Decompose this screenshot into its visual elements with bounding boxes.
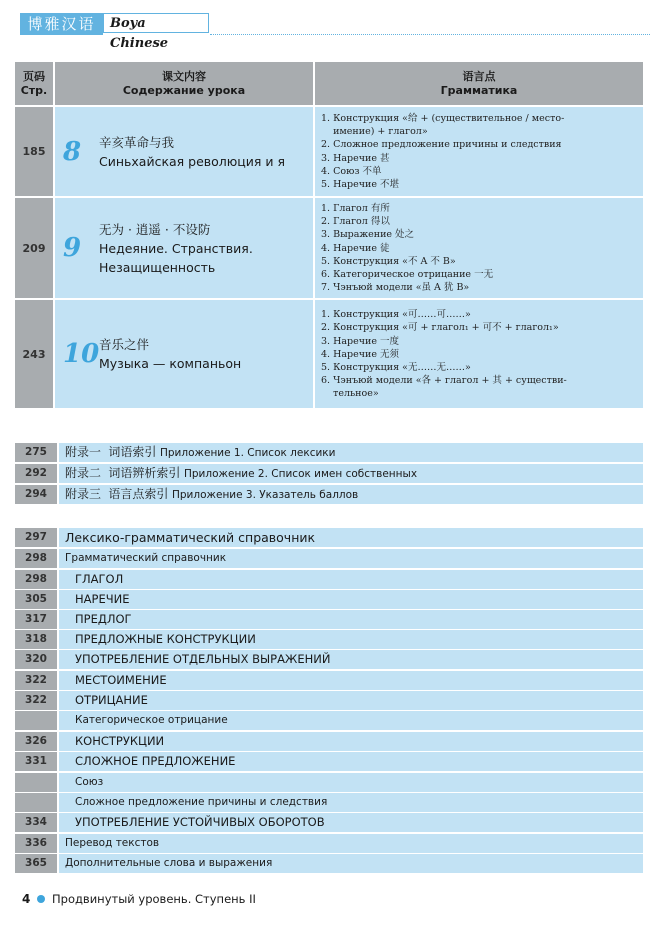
reference-page: 322 — [15, 671, 57, 690]
appendix-title-cn: 词语索引 — [108, 445, 157, 459]
lesson-grammar — [315, 107, 643, 198]
reference-row[interactable] — [15, 610, 643, 629]
lesson-row[interactable] — [15, 198, 643, 300]
lesson-content — [55, 107, 315, 198]
grammar-point: 2. Сложное предложение причины и следствия — [321, 139, 562, 151]
reference-row[interactable] — [15, 813, 643, 832]
header-page-ru: Стр. — [20, 83, 48, 97]
grammar-point: 1. Глагол 有所 — [321, 203, 390, 214]
reference-page: 298 — [15, 549, 57, 568]
header-content — [55, 62, 315, 107]
lesson-title-ru: Музыка — компаньон — [99, 356, 242, 372]
appendix-page: 275 — [15, 443, 57, 462]
reference-title: ГЛАГОЛ — [57, 570, 643, 589]
reference-title: Дополнительные слова и выражения — [57, 854, 643, 873]
lesson-grammar — [315, 300, 643, 408]
reference-title: ОТРИЦАНИЕ — [57, 691, 643, 710]
lesson-number: 8 — [63, 136, 82, 167]
lesson-content — [55, 198, 315, 300]
reference-row[interactable] — [15, 834, 643, 853]
grammar-point: 4. Наречие 徒 — [321, 242, 390, 254]
lesson-table — [15, 62, 643, 408]
reference-row[interactable] — [15, 773, 643, 792]
header-content-ru: Содержание урока — [122, 83, 246, 97]
grammar-point: 5. Конструкция «不 A 不 B» — [321, 255, 456, 267]
grammar-point: 5. Наречие 不堪 — [321, 178, 399, 190]
header-page-cn: 页码 — [23, 69, 45, 83]
book-series-cn: 博雅汉语 — [20, 13, 103, 35]
reference-title: ПРЕДЛОЖНЫЕ КОНСТРУКЦИИ — [57, 630, 643, 649]
reference-title: УПОТРЕБЛЕНИЕ УСТОЙЧИВЫХ ОБОРОТОВ — [57, 813, 643, 832]
reference-page: 326 — [15, 732, 57, 751]
reference-title: Лексико-грамматический справочник — [57, 528, 643, 547]
header-content-cn: 课文内容 — [162, 69, 206, 83]
reference-page: 298 — [15, 570, 57, 589]
header-page — [15, 62, 55, 107]
grammar-point: 3. Выражение 处之 — [321, 229, 415, 241]
reference-page: 365 — [15, 854, 57, 873]
reference-title: Категорическое отрицание — [57, 711, 643, 730]
lesson-page: 185 — [15, 107, 55, 198]
grammar-point: 3. Наречие 甚 — [321, 152, 390, 164]
lesson-number: 10 — [63, 339, 100, 370]
lesson-title-cn: 无为 · 逍遥 · 不设防 — [99, 221, 211, 237]
appendix-row[interactable] — [15, 443, 643, 462]
reference-row[interactable] — [15, 732, 643, 751]
reference-row[interactable] — [15, 570, 643, 589]
grammar-point: 1. Конструкция «可……可……» — [321, 309, 471, 321]
reference-title: Грамматический справочник — [57, 549, 643, 568]
reference-row[interactable] — [15, 793, 643, 812]
appendix-title-ru: Приложение 3. Указатель баллов — [172, 489, 359, 501]
lesson-title-ru: Синьхайская революция и я — [99, 153, 286, 169]
lesson-row[interactable] — [15, 107, 643, 198]
grammar-point: тельное» — [321, 388, 379, 400]
grammar-point: 4. Наречие 无须 — [321, 348, 399, 360]
reference-page — [15, 711, 57, 730]
grammar-point: 6. Категорическое отрицание 一无 — [321, 269, 494, 281]
grammar-point: 3. Наречие 一度 — [321, 335, 399, 347]
reference-title: ПРЕДЛОГ — [57, 610, 643, 629]
lesson-grammar — [315, 198, 643, 300]
reference-page: 320 — [15, 650, 57, 669]
bullet-dot-icon — [37, 895, 45, 903]
appendix-row[interactable] — [15, 464, 643, 483]
reference-row[interactable] — [15, 630, 643, 649]
grammar-point: 1. Конструкция «给 + (существительное / место- — [321, 112, 565, 124]
lesson-content — [55, 300, 315, 408]
appendix-label-cn: 附录二 — [65, 466, 102, 480]
reference-title: УПОТРЕБЛЕНИЕ ОТДЕЛЬНЫХ ВЫРАЖЕНИЙ — [57, 650, 643, 669]
reference-page: 297 — [15, 528, 57, 547]
reference-row[interactable] — [15, 590, 643, 609]
header-grammar-ru: Грамматика — [440, 83, 518, 97]
grammar-point: 6. Чэнъюй модели «各 + глагол + 其 + существи- — [321, 375, 567, 387]
appendix-title-cn: 语言点索引 — [108, 487, 169, 501]
appendix-label-cn: 附录三 — [65, 487, 102, 501]
header-divider — [210, 34, 650, 35]
reference-page: 318 — [15, 630, 57, 649]
reference-row[interactable] — [15, 711, 643, 730]
lesson-title-cn: 音乐之伴 — [99, 337, 150, 353]
reference-title: Перевод текстов — [57, 834, 643, 853]
reference-title: СЛОЖНОЕ ПРЕДЛОЖЕНИЕ — [57, 752, 643, 771]
lesson-title-ru: Недеяние. Странствия. — [99, 240, 253, 256]
reference-page: 336 — [15, 834, 57, 853]
reference-row[interactable] — [15, 752, 643, 771]
header-grammar-cn: 语言点 — [462, 69, 496, 83]
reference-title: МЕСТОИМЕНИЕ — [57, 671, 643, 690]
book-series-en: Boya Chinese — [103, 13, 209, 33]
appendix-title-ru: Приложение 1. Список лексики — [160, 447, 336, 459]
grammar-point: 4. Союз 不单 — [321, 165, 382, 177]
lesson-row[interactable] — [15, 300, 643, 408]
grammar-point: 2. Конструкция «可 + глагол₁ + 可不 + глагол₁» — [321, 322, 559, 334]
appendix-page: 294 — [15, 485, 57, 504]
appendix-label-cn: 附录一 — [65, 445, 102, 459]
appendix-page: 292 — [15, 464, 57, 483]
reference-page: 305 — [15, 590, 57, 609]
grammar-point: 7. Чэнъюй модели «虽 A 犹 B» — [321, 282, 470, 294]
reference-row[interactable] — [15, 528, 643, 547]
grammar-point: 5. Конструкция «无……无……» — [321, 362, 471, 374]
lesson-title-cn: 辛亥革命与我 — [99, 134, 175, 150]
appendix-title-ru: Приложение 2. Список имен собственных — [184, 468, 418, 480]
reference-page: 334 — [15, 813, 57, 832]
reference-row[interactable] — [15, 691, 643, 710]
reference-row[interactable] — [15, 854, 643, 873]
reference-row[interactable] — [15, 671, 643, 690]
grammar-point: имение) + глагол» — [321, 126, 428, 138]
appendix-row[interactable] — [15, 485, 643, 504]
lesson-page: 243 — [15, 300, 55, 408]
footer-level-text: Продвинутый уровень. Ступень II — [52, 892, 256, 906]
lesson-page: 209 — [15, 198, 55, 300]
reference-page — [15, 773, 57, 792]
reference-page — [15, 793, 57, 812]
page-number: 4 — [22, 892, 31, 906]
appendix-title-cn: 词语辨析索引 — [108, 466, 181, 480]
reference-title: Союз — [57, 773, 643, 792]
reference-page: 322 — [15, 691, 57, 710]
header-grammar — [315, 62, 643, 107]
grammar-point: 2. Глагол 得以 — [321, 216, 390, 228]
reference-page: 317 — [15, 610, 57, 629]
reference-title: Сложное предложение причины и следствия — [57, 793, 643, 812]
lesson-number: 9 — [63, 233, 82, 264]
reference-page: 331 — [15, 752, 57, 771]
reference-title: КОНСТРУКЦИИ — [57, 732, 643, 751]
lesson-title-ru-line2: Незащищенность — [99, 259, 216, 275]
reference-title: НАРЕЧИЕ — [57, 590, 643, 609]
reference-row[interactable] — [15, 549, 643, 568]
reference-row[interactable] — [15, 650, 643, 669]
